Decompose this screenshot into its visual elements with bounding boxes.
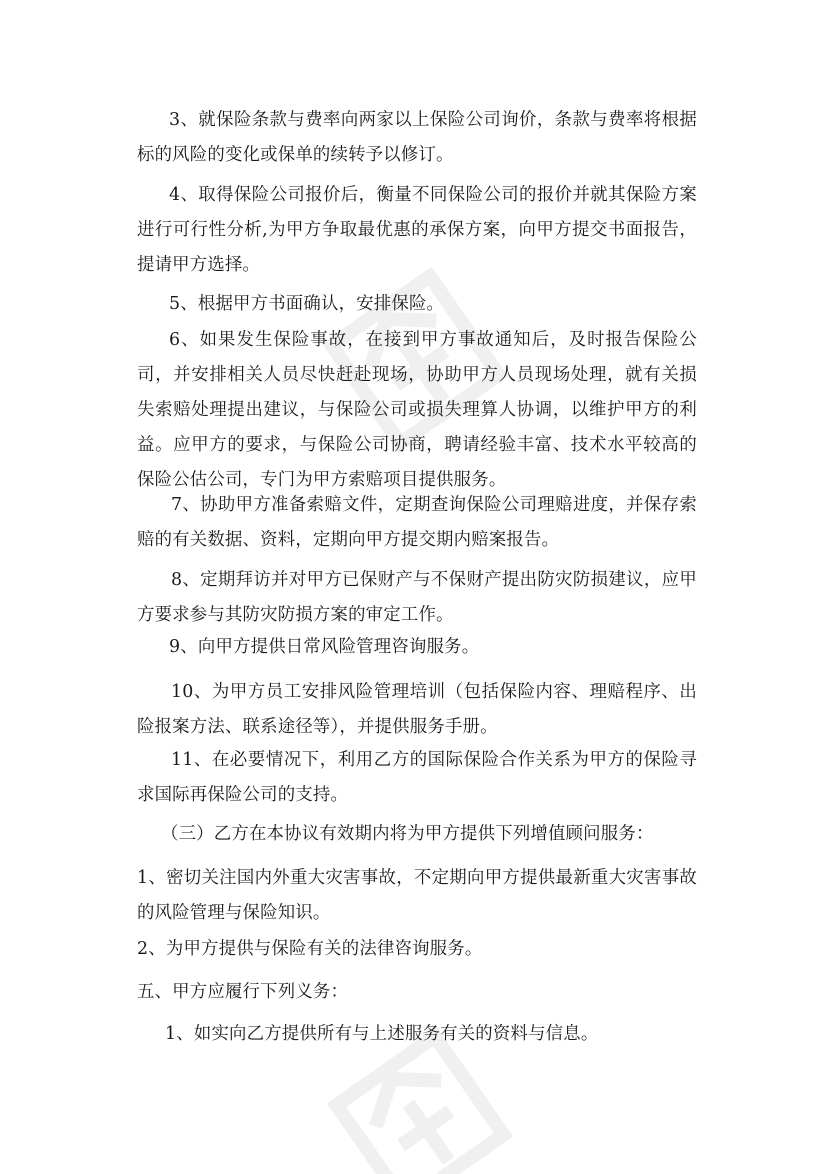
section-heading-value-added-services: （三）乙方在本协议有效期内将为甲方提供下列增值顾问服务：: [161, 824, 654, 844]
paragraph-item-1-disaster: 1、密切关注国内外重大灾害事故，不定期向甲方提供最新重大灾害事故的风险管理与保险知识。: [137, 868, 697, 923]
paragraph-item-1-info: 1、如实向乙方提供所有与上述服务有关的资料与信息。: [165, 1024, 599, 1044]
paragraph-item-3: 3、就保险条款与费率向两家以上保险公司询价，条款与费率将根据标的风险的变化或保单的续转予以修订。: [137, 110, 697, 165]
paragraph-item-6: 6、如果发生保险事故，在接到甲方事故通知后，及时报告保险公司，并安排相关人员尽快赶赴现场，协助甲方人员现场处理，就有关损失索赔处理提出建议，与保险公司或损失理算人协调，以维护甲方的利益。应甲方的要求，与保险公司协商，聘请经验丰富、技术水平较高的保险公估公司，专门为甲方索赔项目提供服务。: [137, 330, 697, 490]
section-heading-obligations: 五、甲方应履行下列义务：: [137, 982, 349, 1002]
paragraph-item-2-legal: 2、为甲方提供与保险有关的法律咨询服务。: [137, 939, 483, 959]
paragraph-item-5: 5、根据甲方书面确认，安排保险。: [169, 294, 445, 314]
paragraph-item-11: 11、在必要情况下，利用乙方的国际保险合作关系为甲方的保险寻求国际再保险公司的支持。: [137, 750, 697, 805]
paragraph-item-9: 9、向甲方提供日常风险管理咨询服务。: [169, 637, 480, 657]
paragraph-item-4: 4、取得保险公司报价后，衡量不同保险公司的报价并就其保险方案进行可行性分析,为甲方争取最优惠的承保方案，向甲方提交书面报告，提请甲方选择。: [137, 185, 697, 275]
paragraph-item-7: 7、协助甲方准备索赔文件，定期查询保险公司理赔进度，并保存索赔的有关数据、资料，定期向甲方提交期内赔案报告。: [137, 495, 697, 550]
paragraph-item-8: 8、定期拜访并对甲方已保财产与不保财产提出防灾防损建议，应甲方要求参与其防灾防损方案的审定工作。: [137, 570, 697, 625]
paragraph-item-10: 10、为甲方员工安排风险管理培训（包括保险内容、理赔程序、出险报案方法、联系途径等），并提供服务手册。: [137, 682, 697, 737]
